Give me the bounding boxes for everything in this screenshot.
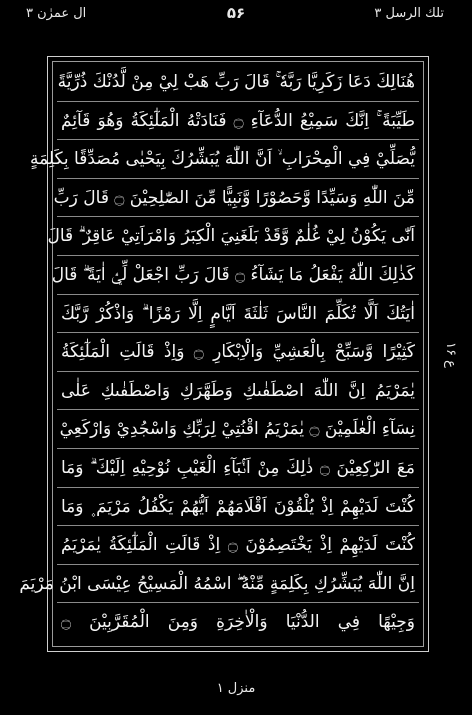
text-line: كَذٰلِكَ اللّٰهُ يَفْعَلُ مَا يَشَآءُ ۝ قَالَ رَبِّ اجْعَلْ لِّيْۤ اٰيَةً ۗ قَالَ [51,265,415,285]
text-line: مِّنَ اللّٰهِ وَسَيِّدًا وَّحَصُوْرًا وَّنَبِيًّا مِّنَ الصّٰلِحِيْنَ ۝ قَالَ رَبِّ [53,187,415,208]
header-surah-name: ال عمرٰن ۳ [26,6,87,21]
page-number: ۵۶ [226,4,246,22]
header-juz-name: تلك الرسل ۳ [374,6,444,21]
text-line: اٰيَتُكَ اَلَّا تُكَلِّمَ النَّاسَ ثَلٰثَةَ اَيَّامٍ اِلَّا رَمْزًا ۗ وَاذْكُرْ رَّبَّكَ [61,303,415,324]
text-line: وَجِيْهًا فِي الدُّنْيَا وَالْاٰخِرَةِ وَمِنَ الْمُقَرَّبِيْنَ ۝ [61,612,415,633]
text-line: كَثِيْرًا وَّسَبِّحْ بِالْعَشِيِّ وَالْاِبْكَارِ ۝ وَاِذْ قَالَتِ الْمَلٰٓئِكَةُ [61,342,415,363]
text-frame [19,56,429,652]
text-line: يٰمَرْيَمُ اِنَّ اللّٰهَ اصْطَفٰىكِ وَطَهَّرَكِ وَاصْطَفٰىكِ عَلٰى [61,380,415,401]
text-line: نِسَآءِ الْعٰلَمِيْنَ ۝ يٰمَرْيَمُ اقْنُتِيْ لِرَبِّكِ وَاسْجُدِيْ وَارْكَعِيْ [59,419,415,440]
manzil-label: منزل ۱ [216,681,256,696]
text-line: كُنْتَ لَدَيْهِمْ اِذْ يَخْتَصِمُوْنَ ۝ اِذْ قَالَتِ الْمَلٰٓئِكَةُ يٰمَرْيَمُ [61,535,415,556]
text-line: مَعَ الرّٰكِعِيْنَ ۝ ذٰلِكَ مِنْ اَنْۢبَآءِ الْغَيْبِ نُوْحِيْهِ اِلَيْكَ ۗ وَمَا [61,458,415,478]
text-line: يُّصَلِّيْ فِي الْمِحْرَابِ ۙ اَنَّ اللّٰهَ يُبَشِّرُكَ بِيَحْيٰى مُصَدِّقًا بِكَلِمَةٍ [29,149,415,170]
text-line: هُنَالِكَ دَعَا زَكَرِيَّا رَبَّهٗ ۚ قَالَ رَبِّ هَبْ لِيْ مِنْ لَّدُنْكَ ذُرِّيَّةً [57,72,415,92]
text-panel [19,61,424,647]
text-line: اِنَّ اللّٰهَ يُبَشِّرُكِ بِكَلِمَةٍ مِّنْهُ ۖ اسْمُهُ الْمَسِيْحُ عِيْسَى ابْنُ مَرْيَمَ [19,573,415,594]
text-line: كُنْتَ لَدَيْهِمْ اِذْ يُلْقُوْنَ اَقْلَامَهُمْ اَيُّهُمْ يَكْفُلُ مَرْيَمَ ۪ وَمَا [61,496,415,517]
ruku-marker: ع ۱۶ [443,342,458,368]
text-line: طَيِّبَةً ۚ اِنَّكَ سَمِيْعُ الدُّعَآءِ ۝ فَنَادَتْهُ الْمَلٰٓئِكَةُ وَهُوَ قَآئِمٌ [61,110,415,131]
text-line: اَنّٰى يَكُوْنُ لِيْ غُلٰمٌ وَّقَدْ بَلَغَنِيَ الْكِبَرُ وَامْرَاَتِيْ عَاقِرٌ ۗ قَالَ [47,226,415,247]
